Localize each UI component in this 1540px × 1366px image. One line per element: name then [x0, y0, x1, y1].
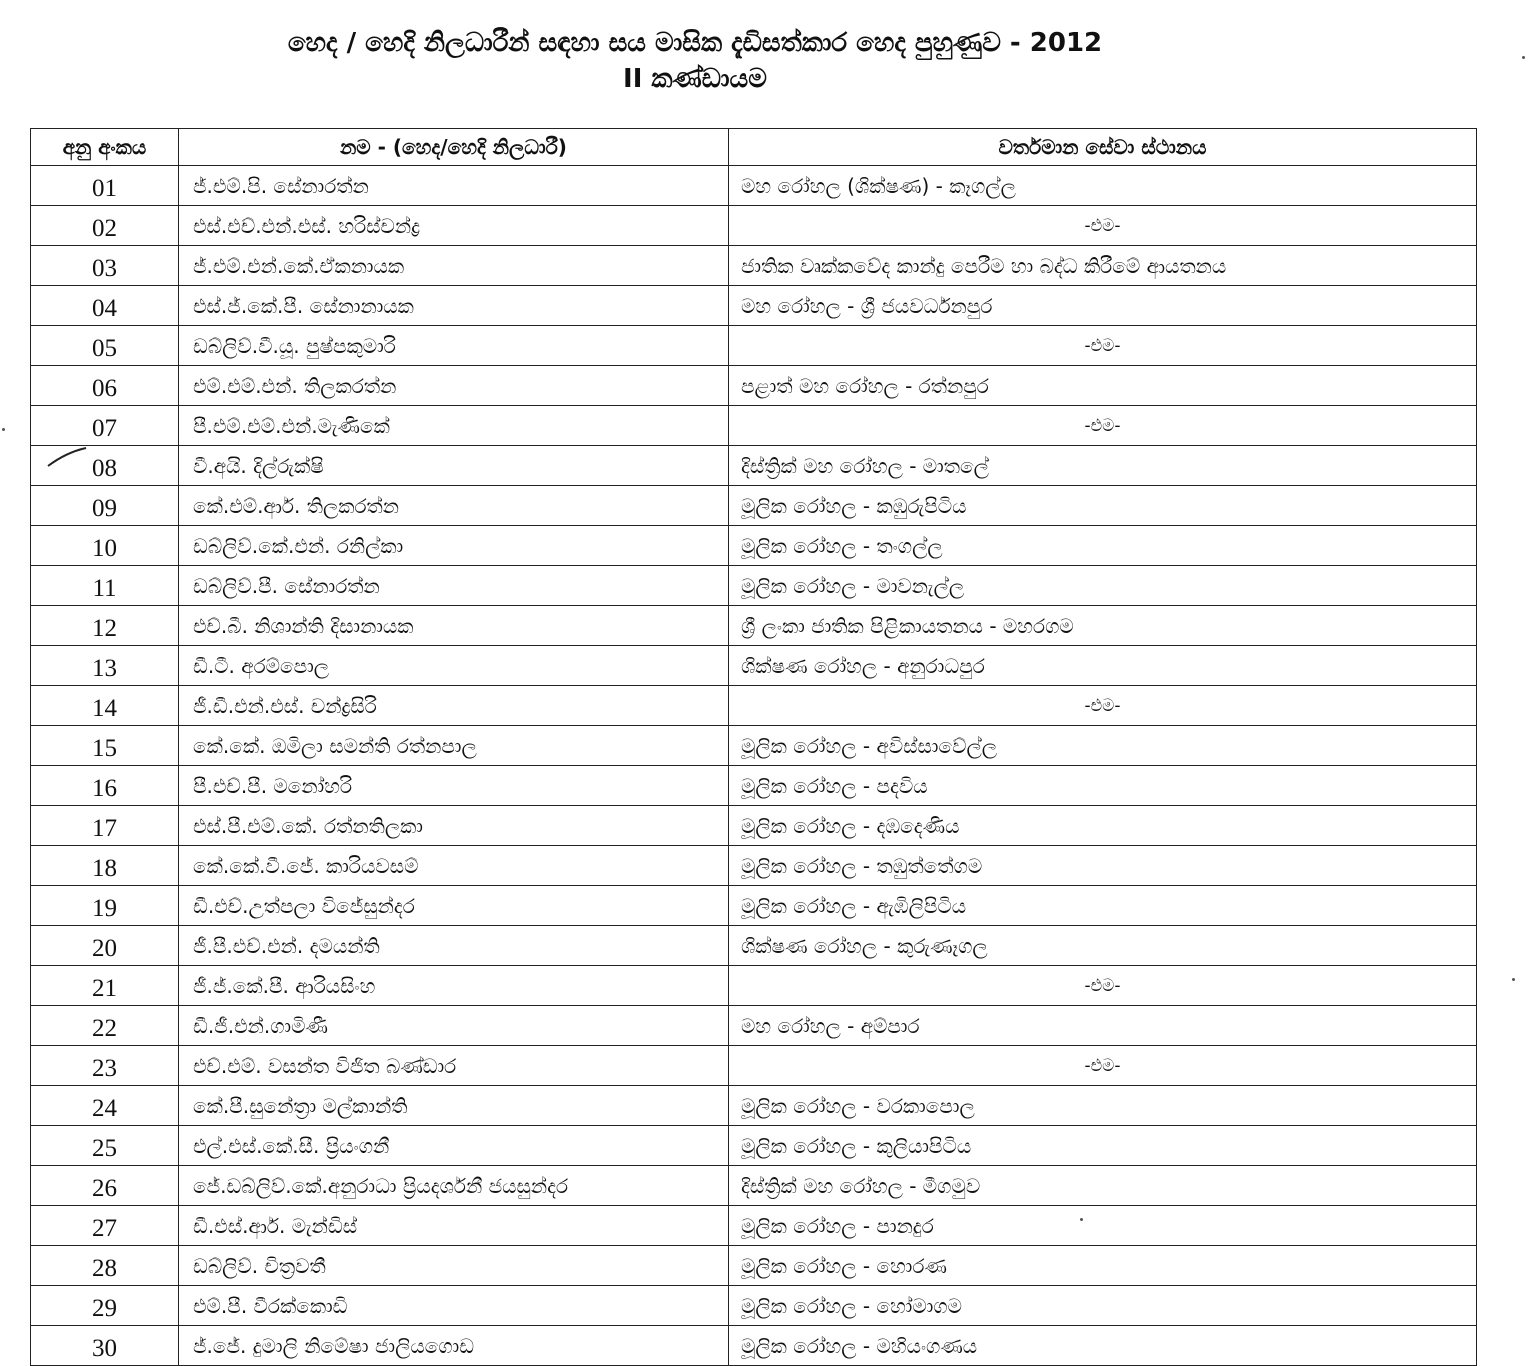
table-row — [31, 526, 1477, 566]
service-station-cell: මූලික රෝහල - කඹුරුපිටිය — [729, 486, 1477, 526]
table-row — [31, 566, 1477, 606]
name-cell: එස්.පී.එම්.කේ. රත්නතිලකා — [179, 806, 729, 846]
table-row — [31, 166, 1477, 206]
service-station-cell: -එම- — [729, 326, 1477, 366]
serial-number-cell: 27 — [31, 1206, 179, 1246]
serial-number-cell: 25 — [31, 1126, 179, 1166]
serial-number-cell: 03 — [31, 246, 179, 286]
name-cell: එල්.එස්.කේ.සී. ප්‍රියංගනී — [179, 1126, 729, 1166]
handwritten-tick-icon — [46, 446, 88, 468]
service-station-cell: මූලික රෝහල - පදවිය — [729, 766, 1477, 806]
serial-number-cell: 04 — [31, 286, 179, 326]
column-header-station: වර්තමාන සේවා ස්ථානය — [729, 129, 1477, 166]
serial-number-cell: 08 — [31, 446, 179, 486]
trainee-table-container — [30, 128, 1477, 1366]
name-cell: එම්.පී. වීරක්කොඩි — [179, 1286, 729, 1326]
service-station-cell: මූලික රෝහල - තංගල්ල — [729, 526, 1477, 566]
table-row — [31, 966, 1477, 1006]
serial-number-cell: 06 — [31, 366, 179, 406]
serial-number-cell: 20 — [31, 926, 179, 966]
serial-number-cell: 02 — [31, 206, 179, 246]
serial-number-cell: 19 — [31, 886, 179, 926]
service-station-cell: මූලික රෝහල - මහියංගණය — [729, 1326, 1477, 1366]
service-station-cell: -එම- — [729, 406, 1477, 446]
name-cell: ඩබ්ලිව්.පී. සේනාරත්න — [179, 566, 729, 606]
table-row — [31, 726, 1477, 766]
serial-number-cell: 24 — [31, 1086, 179, 1126]
name-cell: ජී.ජ්.කේ.පී. ආරියසිංහ — [179, 966, 729, 1006]
table-row — [31, 1206, 1477, 1246]
service-station-cell: මූලික රෝහල - තඹුත්තේගම — [729, 846, 1477, 886]
name-cell: ජ්.ජේ. දුමාලි නිමේෂා ජාලියගොඩ — [179, 1326, 729, 1366]
table-row — [31, 446, 1477, 486]
serial-number-cell: 13 — [31, 646, 179, 686]
service-station-cell: ශ්‍රී ලංකා ජාතික පිළිකායතනය - මහරගම — [729, 606, 1477, 646]
table-row — [31, 366, 1477, 406]
name-cell: ඩබ්ලිව්. චිත්‍රවතී — [179, 1246, 729, 1286]
page-title: හෙද / හෙදි නිලධාරීන් සඳහා සය මාසික දැඩිසත්කාර හෙද පුහුණුව - 2012 — [287, 28, 1103, 58]
name-cell: ජ්.එම්.පි. සේනාරත්න — [179, 166, 729, 206]
service-station-cell: මූලික රෝහල - කුලියාපිටිය — [729, 1126, 1477, 1166]
service-station-cell: මහ රෝහල - අම්පාර — [729, 1006, 1477, 1046]
service-station-cell: -එම- — [729, 1046, 1477, 1086]
service-station-cell: දිස්ත්‍රික් මහ රෝහල - මීගමුව — [729, 1166, 1477, 1206]
table-row — [31, 886, 1477, 926]
service-station-cell: ජාතික වෘක්කවේද කාන්දු පෙරීම හා බද්ධ කිරීමේ ආයතනය — [729, 246, 1477, 286]
service-station-cell: -එම- — [729, 686, 1477, 726]
service-station-cell: පළාත් මහ රෝහල - රත්නපුර — [729, 366, 1477, 406]
serial-number-cell: 15 — [31, 726, 179, 766]
name-cell: පී.එච්.පී. මනෝහරි — [179, 766, 729, 806]
service-station-cell: මහ රෝහල (ශික්ෂණ) - කෑගල්ල — [729, 166, 1477, 206]
service-station-cell: මහ රෝහල - ශ්‍රී ජයවර්ධනපුර — [729, 286, 1477, 326]
name-cell: වී.අයි. දිල්රුක්ෂි — [179, 446, 729, 486]
service-station-cell: දිස්ත්‍රික් මහ රෝහල - මාතලේ — [729, 446, 1477, 486]
service-station-cell: මූලික රෝහල - දඹදෙණිය — [729, 806, 1477, 846]
service-station-cell: ශික්ෂණ රෝහල - කුරුණෑගල — [729, 926, 1477, 966]
table-row — [31, 406, 1477, 446]
table-row — [31, 1166, 1477, 1206]
name-cell: කේ.කේ. ඔමිලා සමන්ති රත්නපාල — [179, 726, 729, 766]
name-cell: ජ්.එම්.එන්.කේ.ඒකනායක — [179, 246, 729, 286]
serial-number-cell: 29 — [31, 1286, 179, 1326]
name-cell: එච්.බී. නිශාන්ති දිසානායක — [179, 606, 729, 646]
serial-number-cell: 30 — [31, 1326, 179, 1366]
page-subtitle: II කණ්ඩායම — [623, 64, 767, 94]
column-header-serial: අනු අංකය — [31, 129, 179, 166]
serial-number-cell: 14 — [31, 686, 179, 726]
service-station-cell: මූලික රෝහල - මාවනැල්ල — [729, 566, 1477, 606]
column-header-name: නම - (හෙද/හෙදි නිලධාරී) — [179, 129, 729, 166]
serial-number-cell: 22 — [31, 1006, 179, 1046]
scan-speck — [1512, 978, 1515, 981]
table-row — [31, 486, 1477, 526]
table-row — [31, 846, 1477, 886]
table-row — [31, 1046, 1477, 1086]
table-row — [31, 326, 1477, 366]
service-station-cell: -එම- — [729, 966, 1477, 1006]
table-body — [31, 166, 1477, 1366]
serial-number-cell: 01 — [31, 166, 179, 206]
scan-speck — [1080, 1218, 1083, 1221]
scan-speck — [1522, 56, 1525, 59]
serial-number-cell: 26 — [31, 1166, 179, 1206]
table-row — [31, 286, 1477, 326]
table-row — [31, 686, 1477, 726]
service-station-cell: මූලික රෝහල - ඇඹිලිපිටිය — [729, 886, 1477, 926]
serial-number-cell: 17 — [31, 806, 179, 846]
name-cell: ජී.පී.එච්.එන්. දමයන්ති — [179, 926, 729, 966]
name-cell: එස්.ජ්.කේ.පී. සේනානායක — [179, 286, 729, 326]
name-cell: ඩබ්ලිව්.වී.යූ. පුෂ්පකුමාරි — [179, 326, 729, 366]
scan-speck — [2, 428, 5, 431]
name-cell: කේ.පී.සුනේත්‍රා මල්කාන්ති — [179, 1086, 729, 1126]
name-cell: එස්.එච්.එන්.එස්. හරිස්චන්ද්‍ර — [179, 206, 729, 246]
serial-number-cell: 23 — [31, 1046, 179, 1086]
table-row — [31, 766, 1477, 806]
table-row — [31, 206, 1477, 246]
serial-number-cell: 07 — [31, 406, 179, 446]
serial-number-cell: 09 — [31, 486, 179, 526]
name-cell: කේ.එම්.ආර්. තිලකරත්න — [179, 486, 729, 526]
serial-number-cell: 28 — [31, 1246, 179, 1286]
name-cell: ඩී.එස්.ආර්. මැන්ඩිස් — [179, 1206, 729, 1246]
name-cell: ඩබ්ලිව්.කේ.එන්. රනිල්කා — [179, 526, 729, 566]
name-cell: ජී.ඩී.එන්.එස්. චන්ද්‍රසිරි — [179, 686, 729, 726]
service-station-cell: මූලික රෝහල - හෝමාගම — [729, 1286, 1477, 1326]
name-cell: කේ.කේ.වී.ජේ. කාරියවසම් — [179, 846, 729, 886]
table-row — [31, 606, 1477, 646]
table-row — [31, 646, 1477, 686]
table-row — [31, 246, 1477, 286]
name-cell: ඩී.ටී. අරම්පොල — [179, 646, 729, 686]
name-cell: එච්.එම්. වසන්ත විජිත බණ්ඩාර — [179, 1046, 729, 1086]
name-cell: ඩී.එච්.උත්පලා විජේසුන්දර — [179, 886, 729, 926]
table-row — [31, 1086, 1477, 1126]
name-cell: එම්.එම්.එන්. තිලකරත්න — [179, 366, 729, 406]
service-station-cell: මූලික රෝහල - හොරණ — [729, 1246, 1477, 1286]
trainee-table — [30, 128, 1477, 1366]
table-row — [31, 1326, 1477, 1366]
serial-number-cell: 10 — [31, 526, 179, 566]
name-cell: පී.එම්.එම්.එන්.මැණිකේ — [179, 406, 729, 446]
table-row — [31, 1246, 1477, 1286]
serial-number-cell: 12 — [31, 606, 179, 646]
service-station-cell: මූලික රෝහල - වරකාපොල — [729, 1086, 1477, 1126]
service-station-cell: ශික්ෂණ රෝහල - අනුරාධපුර — [729, 646, 1477, 686]
table-row — [31, 1286, 1477, 1326]
table-row — [31, 806, 1477, 846]
serial-number-cell: 11 — [31, 566, 179, 606]
service-station-cell: -එම- — [729, 206, 1477, 246]
table-row — [31, 1126, 1477, 1166]
name-cell: ඩී.ජී.එන්.ගාමිණී — [179, 1006, 729, 1046]
serial-number-cell: 21 — [31, 966, 179, 1006]
table-row — [31, 926, 1477, 966]
service-station-cell: මූලික රෝහල - පානදුර — [729, 1206, 1477, 1246]
table-header-row — [31, 129, 1477, 166]
table-row — [31, 1006, 1477, 1046]
serial-number-cell: 18 — [31, 846, 179, 886]
name-cell: ජේ.ඩබ්ලිව්.කේ.අනුරාධා ප්‍රියදර්ශනී ජයසුන්දර — [179, 1166, 729, 1206]
serial-number-cell: 16 — [31, 766, 179, 806]
serial-number-cell: 05 — [31, 326, 179, 366]
service-station-cell: මූලික රෝහල - අවිස්සාවේල්ල — [729, 726, 1477, 766]
